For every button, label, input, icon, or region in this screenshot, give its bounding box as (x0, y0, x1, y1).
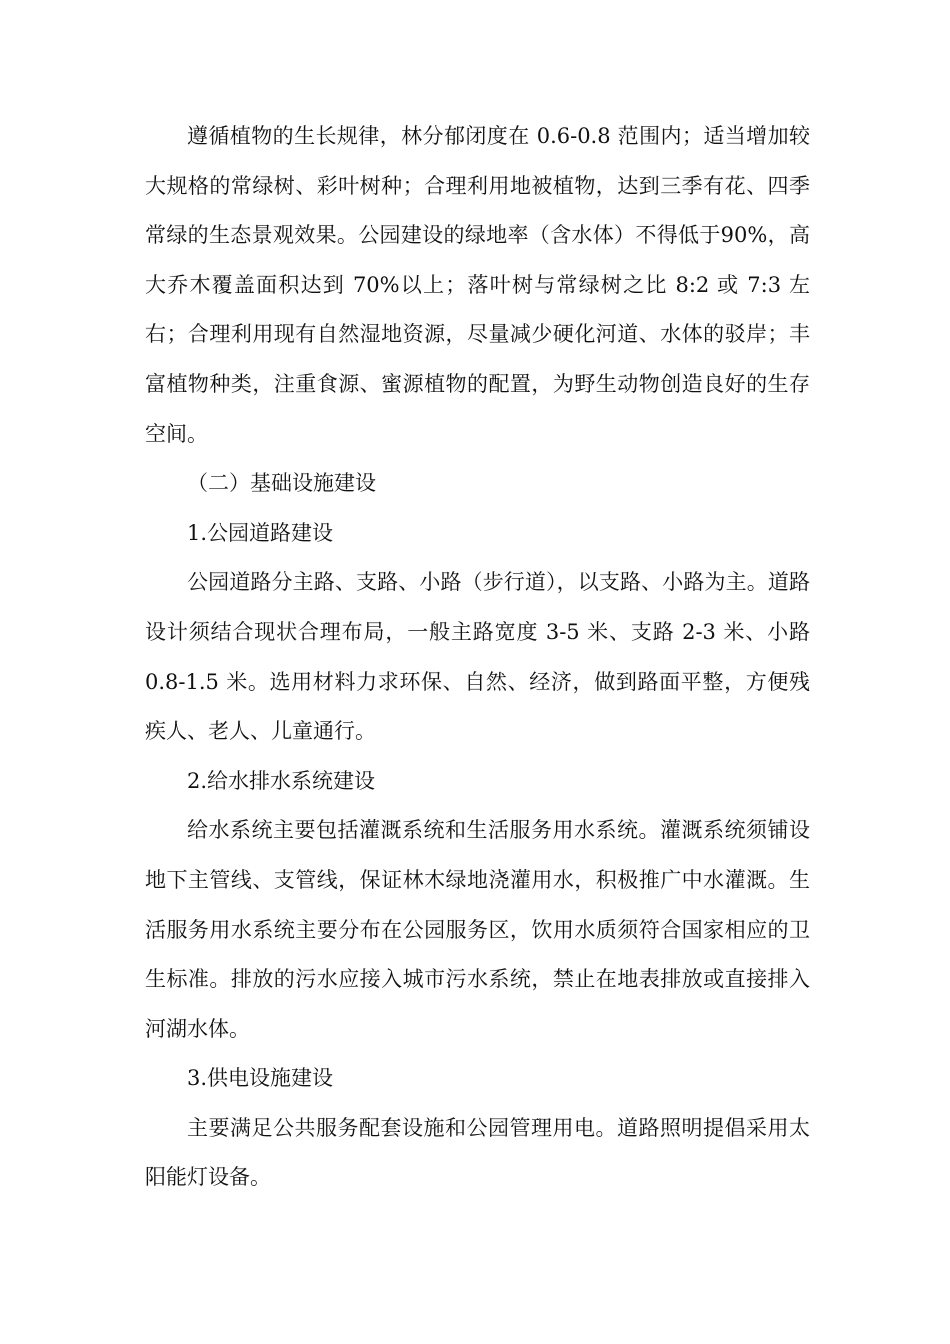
section-heading-infrastructure: （二）基础设施建设 (187, 471, 376, 496)
document-page (145, 112, 810, 1203)
subheading-water-supply-drainage: 2.给水排水系统建设 (187, 768, 376, 793)
paragraph-water-supply-drainage: 给水系统主要包括灌溉系统和生活服务用水系统。灌溉系统须铺设地下主管线、支管线，保证林木绿地浇灌用水，积极推广中水灌溉。生活服务用水系统主要分布在公园服务区，饮用水质须符合国家相应的卫生标准。排放的污水应接入城市污水系统，禁止在地表排放或直接排入河湖水体。 (145, 818, 810, 1041)
subheading-park-roads: 1.公园道路建设 (187, 520, 334, 545)
paragraph-planting-rules: 遵循植物的生长规律，林分郁闭度在 0.6-0.8 范围内；适当增加较大规格的常绿树、彩叶树种；合理利用地被植物，达到三季有花、四季常绿的生态景观效果。公园建设的绿地率（含水体）不得低于90%，高大乔木覆盖面积达到 70%以上；落叶树与常绿树之比 8:2 或 7:3 左右；合理利用现有自然湿地资源，尽量减少硬化河道、水体的驳岸；丰富植物种类，注重食源、蜜源植物的配置，为野生动物创造良好的生存空间。 (145, 124, 810, 446)
subheading-power-supply: 3.供电设施建设 (187, 1066, 334, 1091)
paragraph-power-supply: 主要满足公共服务配套设施和公园管理用电。道路照明提倡采用太阳能灯设备。 (145, 1115, 810, 1190)
paragraph-park-roads: 公园道路分主路、支路、小路（步行道），以支路、小路为主。道路设计须结合现状合理布局，一般主路宽度 3-5 米、支路 2-3 米、小路 0.8-1.5 米。选用材料力求环保、自然、经济，做到路面平整，方便残疾人、老人、儿童通行。 (145, 570, 810, 744)
